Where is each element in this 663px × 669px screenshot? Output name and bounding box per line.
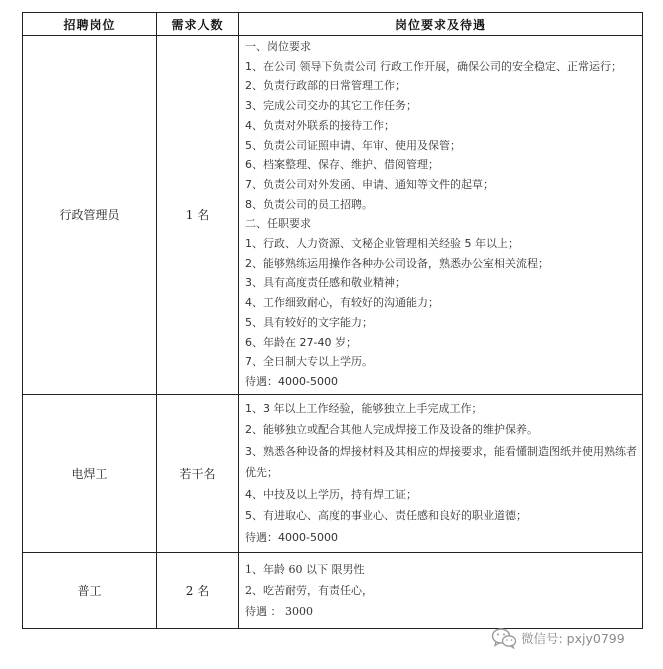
requirement-line: 6、年龄在 27-40 岁； [245,335,357,349]
requirement-line: 5、负责公司证照申请、年审、使用及保管； [245,138,461,152]
requirement-line: 1、3 年以上工作经验，能够独立上手完成工作； [245,401,483,415]
requirement-line: 1、在公司 领导下负责公司 行政工作开展，确保公司的安全稳定、正常运行； [245,59,622,73]
requirement-line: 5、具有较好的文字能力； [245,315,373,329]
requirement-line: 1、年龄 60 以下 限男性 [245,563,365,577]
requirement-line: 3、完成公司交办的其它工作任务； [245,99,417,113]
wechat-id-text: 微信号: pxjy0799 [521,631,625,646]
requirement-line: 二、任职要求 [245,217,311,231]
salary-line: 待遇 ： 3000 [245,605,313,619]
count-cell: 2 名 [157,553,239,629]
requirement-line: 7、负责公司对外发函、申请、通知等文件的起草； [245,177,494,191]
requirement-line: 1、行政、人力资源、文秘企业管理相关经验 5 年以上； [245,237,519,251]
recruitment-table [22,12,643,629]
table-row [23,394,643,553]
requirement-line: 3、具有高度责任感和敬业精神； [245,276,406,290]
requirement-line: 2、能够熟练运用操作各种办公司设备，熟悉办公室相关流程； [245,256,549,270]
requirement-line: 4、负责对外联系的接待工作； [245,118,395,132]
salary-line: 待遇：4000-5000 [245,530,338,544]
requirement-line: 2、负责行政部的日常管理工作； [245,79,406,93]
requirement-line: 4、工作细致耐心，有较好的沟通能力； [245,296,439,310]
position-cell: 电焊工 [23,394,157,553]
requirements-cell [239,36,643,395]
count-cell: 若干名 [157,394,239,553]
salary-line: 待遇：4000-5000 [245,374,338,388]
requirement-line: 5、有进取心、高度的事业心、责任感和良好的职业道德； [245,509,527,523]
table-row [23,36,643,395]
header-count: 需求人数 [157,13,239,36]
requirement-line: 3、熟悉各种设备的焊接材料及其相应的焊接要求，能看懂制造图纸并使用熟练者优先； [245,444,637,480]
requirement-line: 一、岗位要求 [245,40,311,53]
requirement-line: 6、档案整理、保存、维护、借阅管理； [245,158,439,172]
table-row [23,553,643,629]
position-cell: 普工 [23,553,157,629]
table-header-row [23,13,643,36]
wechat-watermark [491,623,625,653]
header-requirements: 岗位要求及待遇 [239,13,643,36]
position-cell: 行政管理员 [23,36,157,395]
requirements-cell [239,394,643,553]
wechat-logo-icon [491,627,517,649]
requirement-line: 7、全日制大专以上学历。 [245,355,373,369]
requirement-line: 2、能够独立或配合其他人完成焊接工作及设备的维护保养。 [245,423,538,437]
header-position: 招聘岗位 [23,13,157,36]
requirement-line: 8、负责公司的员工招聘。 [245,197,373,211]
requirements-cell [239,553,643,629]
count-cell: 1 名 [157,36,239,395]
requirement-line: 4、中技及以上学历，持有焊工证； [245,487,417,501]
requirement-line: 2、吃苦耐劳，有责任心， [245,584,373,598]
